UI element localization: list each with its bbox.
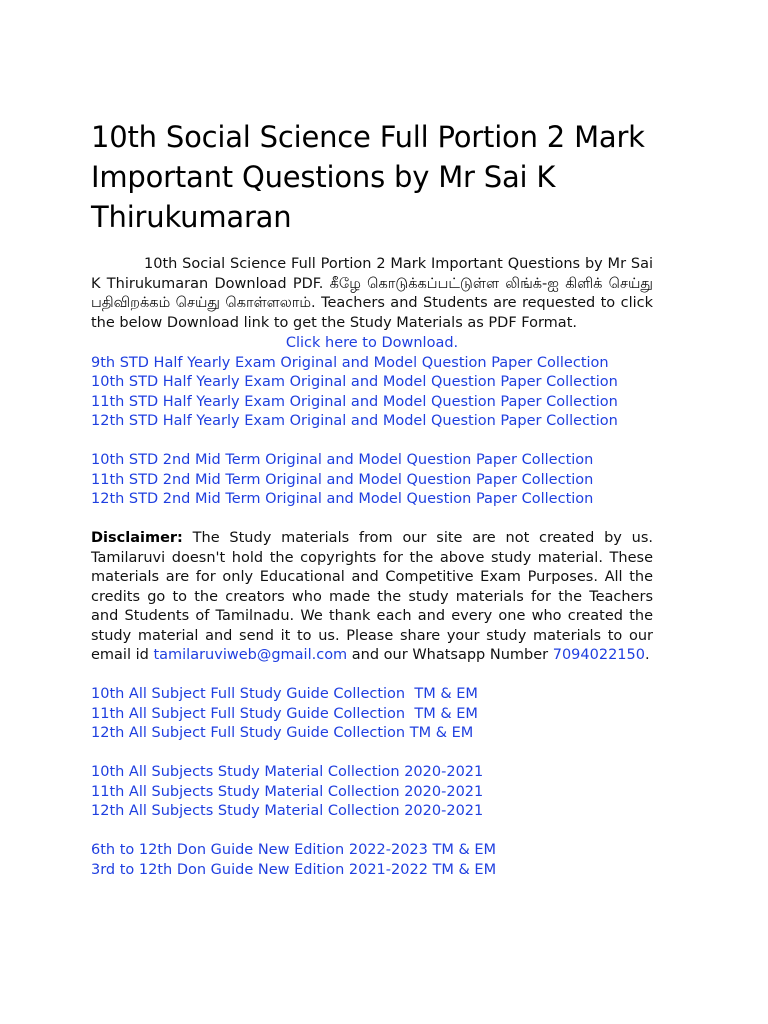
link-item[interactable]: 12th All Subject Full Study Guide Collection TM & EM <box>91 725 474 741</box>
page-title: 10th Social Science Full Portion 2 Mark Important Questions by Mr Sai K Thirukumaran <box>91 120 645 234</box>
intro-tamil: கீழே கொடுக்கப்பட்டுள்ள லிங்க்-ஐ கிளிக் செய்து பதிவிறக்கம் செய்து கொள்ளலாம். <box>91 275 653 311</box>
don-guide-links <box>91 841 653 880</box>
intro-paragraph <box>91 255 653 333</box>
whatsapp-link[interactable]: 7094022150 <box>552 647 645 663</box>
spacer <box>91 744 653 764</box>
disclaimer-text: The Study materials from our site are not created by us. Tamilaruvi doesn't hold the copyrights for the above study material. These materials are for only Educational and Competitive Exam Purposes. All the credits go to the creators who made the study materials for the Teachers and Students of Tamilnadu. We thank each and every one who created the study material and send it to us. Please share your study materials to our email id <box>91 530 653 663</box>
link-item[interactable]: 3rd to 12th Don Guide New Edition 2021-2022 TM & EM <box>91 861 497 878</box>
disclaimer-label: Disclaimer: <box>91 530 183 546</box>
link-item[interactable]: 10th STD 2nd Mid Term Original and Model Question Paper Collection <box>91 452 594 468</box>
email-link[interactable]: tamilaruviweb@gmail.com <box>153 647 348 663</box>
intro-lead: 10th Social Science Full Portion 2 Mark Important Questions by Mr Sai K Thirukumaran Download PDF. <box>91 256 653 292</box>
spacer <box>91 432 653 452</box>
download-link[interactable]: Click here to Download. <box>285 335 459 351</box>
spacer <box>91 822 653 842</box>
study-material-links <box>91 763 653 822</box>
link-item[interactable]: 11th STD 2nd Mid Term Original and Model Question Paper Collection <box>91 471 594 488</box>
intro-rest: Teachers and Students are requested to click the below Download link to get the Study Materials as PDF Format. <box>91 295 654 331</box>
disclaimer-mid: and our Whatsapp Number <box>351 647 549 663</box>
link-item[interactable]: 10th STD Half Yearly Exam Original and Model Question Paper Collection <box>91 374 618 390</box>
link-item[interactable]: 9th STD Half Yearly Exam Original and Model Question Paper Collection <box>91 354 609 371</box>
disclaimer-paragraph <box>91 529 653 666</box>
disclaimer-end: . <box>645 647 650 663</box>
link-item[interactable]: 12th STD 2nd Mid Term Original and Model Question Paper Collection <box>91 491 594 507</box>
spacer <box>91 510 653 530</box>
half-yearly-links <box>91 354 653 432</box>
study-guide-links <box>91 685 653 744</box>
mid-term-links <box>91 451 653 510</box>
link-item[interactable]: 11th All Subject Full Study Guide Collection TM & EM <box>91 705 478 722</box>
document-page <box>91 117 653 880</box>
link-item[interactable]: 12th STD Half Yearly Exam Original and Model Question Paper Collection <box>91 413 618 429</box>
link-item[interactable]: 10th All Subjects Study Material Collection 2020-2021 <box>91 764 484 780</box>
link-item[interactable]: 10th All Subject Full Study Guide Collection TM & EM <box>91 686 478 702</box>
download-link-row <box>91 334 653 354</box>
link-item[interactable]: 11th All Subjects Study Material Collection 2020-2021 <box>91 783 484 800</box>
link-item[interactable]: 11th STD Half Yearly Exam Original and Model Question Paper Collection <box>91 393 618 410</box>
link-item[interactable]: 12th All Subjects Study Material Collection 2020-2021 <box>91 803 484 819</box>
spacer <box>91 666 653 686</box>
link-item[interactable]: 6th to 12th Don Guide New Edition 2022-2023 TM & EM <box>91 842 497 858</box>
